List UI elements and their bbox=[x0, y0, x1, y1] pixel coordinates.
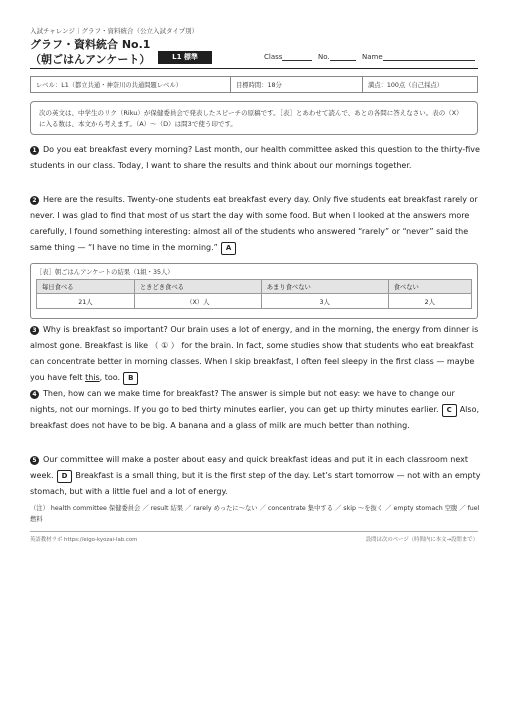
marker-c: C bbox=[442, 404, 457, 417]
paragraph-5 bbox=[30, 452, 482, 500]
target-time: 目標時間：18分 bbox=[231, 77, 363, 92]
class-field[interactable] bbox=[264, 53, 312, 61]
number-field[interactable] bbox=[318, 53, 356, 61]
paragraph-text: Do you eat breakfast every morning? Last month, our health committee asked this question to the thirty-five students in our class. Today, I want to share the results and think about our mornings together. bbox=[30, 145, 480, 170]
blank-1: （ ① ） bbox=[150, 341, 179, 350]
instructions-box: 次の英文は、中学生のリク（Riku）が保健委員会で発表したスピーチの原稿です。［表］とあわせて読んで、あとの各問に答えなさい。表の（X）に入る数は、本文から考えます。（A）～（D）は問3で使う印です。 bbox=[30, 101, 478, 135]
paragraph-text: Our committee will make a poster about easy and quick breakfast ideas and put it in each classroom next week. bbox=[30, 455, 468, 480]
paragraph-4 bbox=[30, 386, 482, 434]
table-header: 食べない bbox=[388, 280, 471, 294]
page-subtitle: （朝ごはんアンケート） bbox=[30, 53, 151, 66]
paragraph-number: 2 bbox=[30, 196, 39, 205]
paragraph-number: 5 bbox=[30, 456, 39, 465]
paragraph-number: 3 bbox=[30, 326, 39, 335]
title-divider bbox=[30, 68, 478, 69]
paragraph-2 bbox=[30, 192, 482, 256]
name-label: Name bbox=[362, 53, 383, 61]
table-cell: （X）人 bbox=[134, 294, 261, 309]
paragraph-text: Why is breakfast so important? Our brain uses a lot of energy, and in the morning, the energy from dinner is almost gone. Breakfast is like bbox=[30, 325, 479, 350]
number-label: No. bbox=[318, 53, 330, 61]
marker-d: D bbox=[57, 470, 73, 483]
table-cell: 21人 bbox=[37, 294, 135, 309]
class-blank-line bbox=[282, 53, 312, 61]
marker-b: B bbox=[123, 372, 138, 385]
paragraph-text: Breakfast is a small thing, but it is the first step of the day. Let’s start tomorrow — not with an empty stomach, but with a little fuel and a lot of energy. bbox=[30, 471, 481, 496]
table-cell: 3人 bbox=[261, 294, 388, 309]
paragraph-1 bbox=[30, 142, 482, 174]
paragraph-text: , too. bbox=[99, 373, 121, 382]
table-header: 毎日食べる bbox=[37, 280, 135, 294]
paragraph-text: for the brain. In fact, some studies show that students who eat breakfast can concentrate better in morning classes. When I skip breakfast, I often feel sleepy in the first class — maybe you have felt bbox=[30, 341, 475, 382]
table-caption: ［表］朝ごはんアンケートの結果（1組・35人） bbox=[36, 269, 174, 276]
marker-a: A bbox=[221, 242, 236, 255]
name-field[interactable] bbox=[362, 53, 475, 61]
info-bar bbox=[30, 76, 478, 93]
footer-site: 英語教材ラボ https://eigo-kyozai-lab.com bbox=[30, 537, 138, 543]
table-row bbox=[37, 294, 472, 309]
number-blank-line bbox=[330, 53, 356, 61]
table-header: ときどき食べる bbox=[134, 280, 261, 294]
paragraph-text: Here are the results. Twenty-one students eat breakfast every day. Only five students eat breakfast rarely or never. I was glad to find that most of us start the day with some food. But when I looked at the answers more carefully, I found something interesting: almost all of the students who answered “rarely” or “never” said the same thing — “I have no time in the morning.” bbox=[30, 195, 478, 252]
name-blank-line bbox=[383, 53, 475, 61]
footer-divider bbox=[30, 531, 478, 532]
series-label: 入試チャレンジ｜グラフ・資料統合（公立入試タイプ別） bbox=[30, 27, 199, 35]
paragraph-3 bbox=[30, 322, 482, 386]
survey-table bbox=[36, 279, 472, 309]
full-score: 満点：100点（自己採点） bbox=[368, 82, 443, 89]
level-badge: L1 標準 bbox=[158, 51, 212, 64]
table-header-row bbox=[37, 280, 472, 294]
page-title: グラフ・資料統合 No.1 bbox=[30, 38, 151, 51]
level-info: レベル：L1（都立共通・神奈川の共通問題レベル） bbox=[31, 77, 231, 92]
paragraph-text: Then, how can we make time for breakfast? The answer is simple but not easy: we have to change our nights, not our mornings. If you go to bed thirty minutes earlier, you can get up thirty minutes earlier. bbox=[30, 389, 455, 414]
paragraph-number: 1 bbox=[30, 146, 39, 155]
vocabulary-notes: （注） health committee 保健委員会 ／ result 結果 ／ rarely めったに～ない ／ concentrate 集中する ／ skip ～を抜く ／ empty stomach 空腹 ／ fuel 燃料 bbox=[30, 505, 480, 523]
survey-table-box bbox=[30, 263, 478, 319]
table-header: あまり食べない bbox=[261, 280, 388, 294]
class-label: Class bbox=[264, 53, 283, 61]
table-cell: 2人 bbox=[388, 294, 471, 309]
paragraph-number: 4 bbox=[30, 390, 39, 399]
underlined-word: this bbox=[85, 373, 100, 382]
paragraph-text: Also, breakfast does not have to be big. A banana and a glass of milk are much better than nothing. bbox=[30, 405, 480, 430]
footer-note: 設問は次のページ（時間内に本文→設問まで） bbox=[365, 537, 478, 543]
